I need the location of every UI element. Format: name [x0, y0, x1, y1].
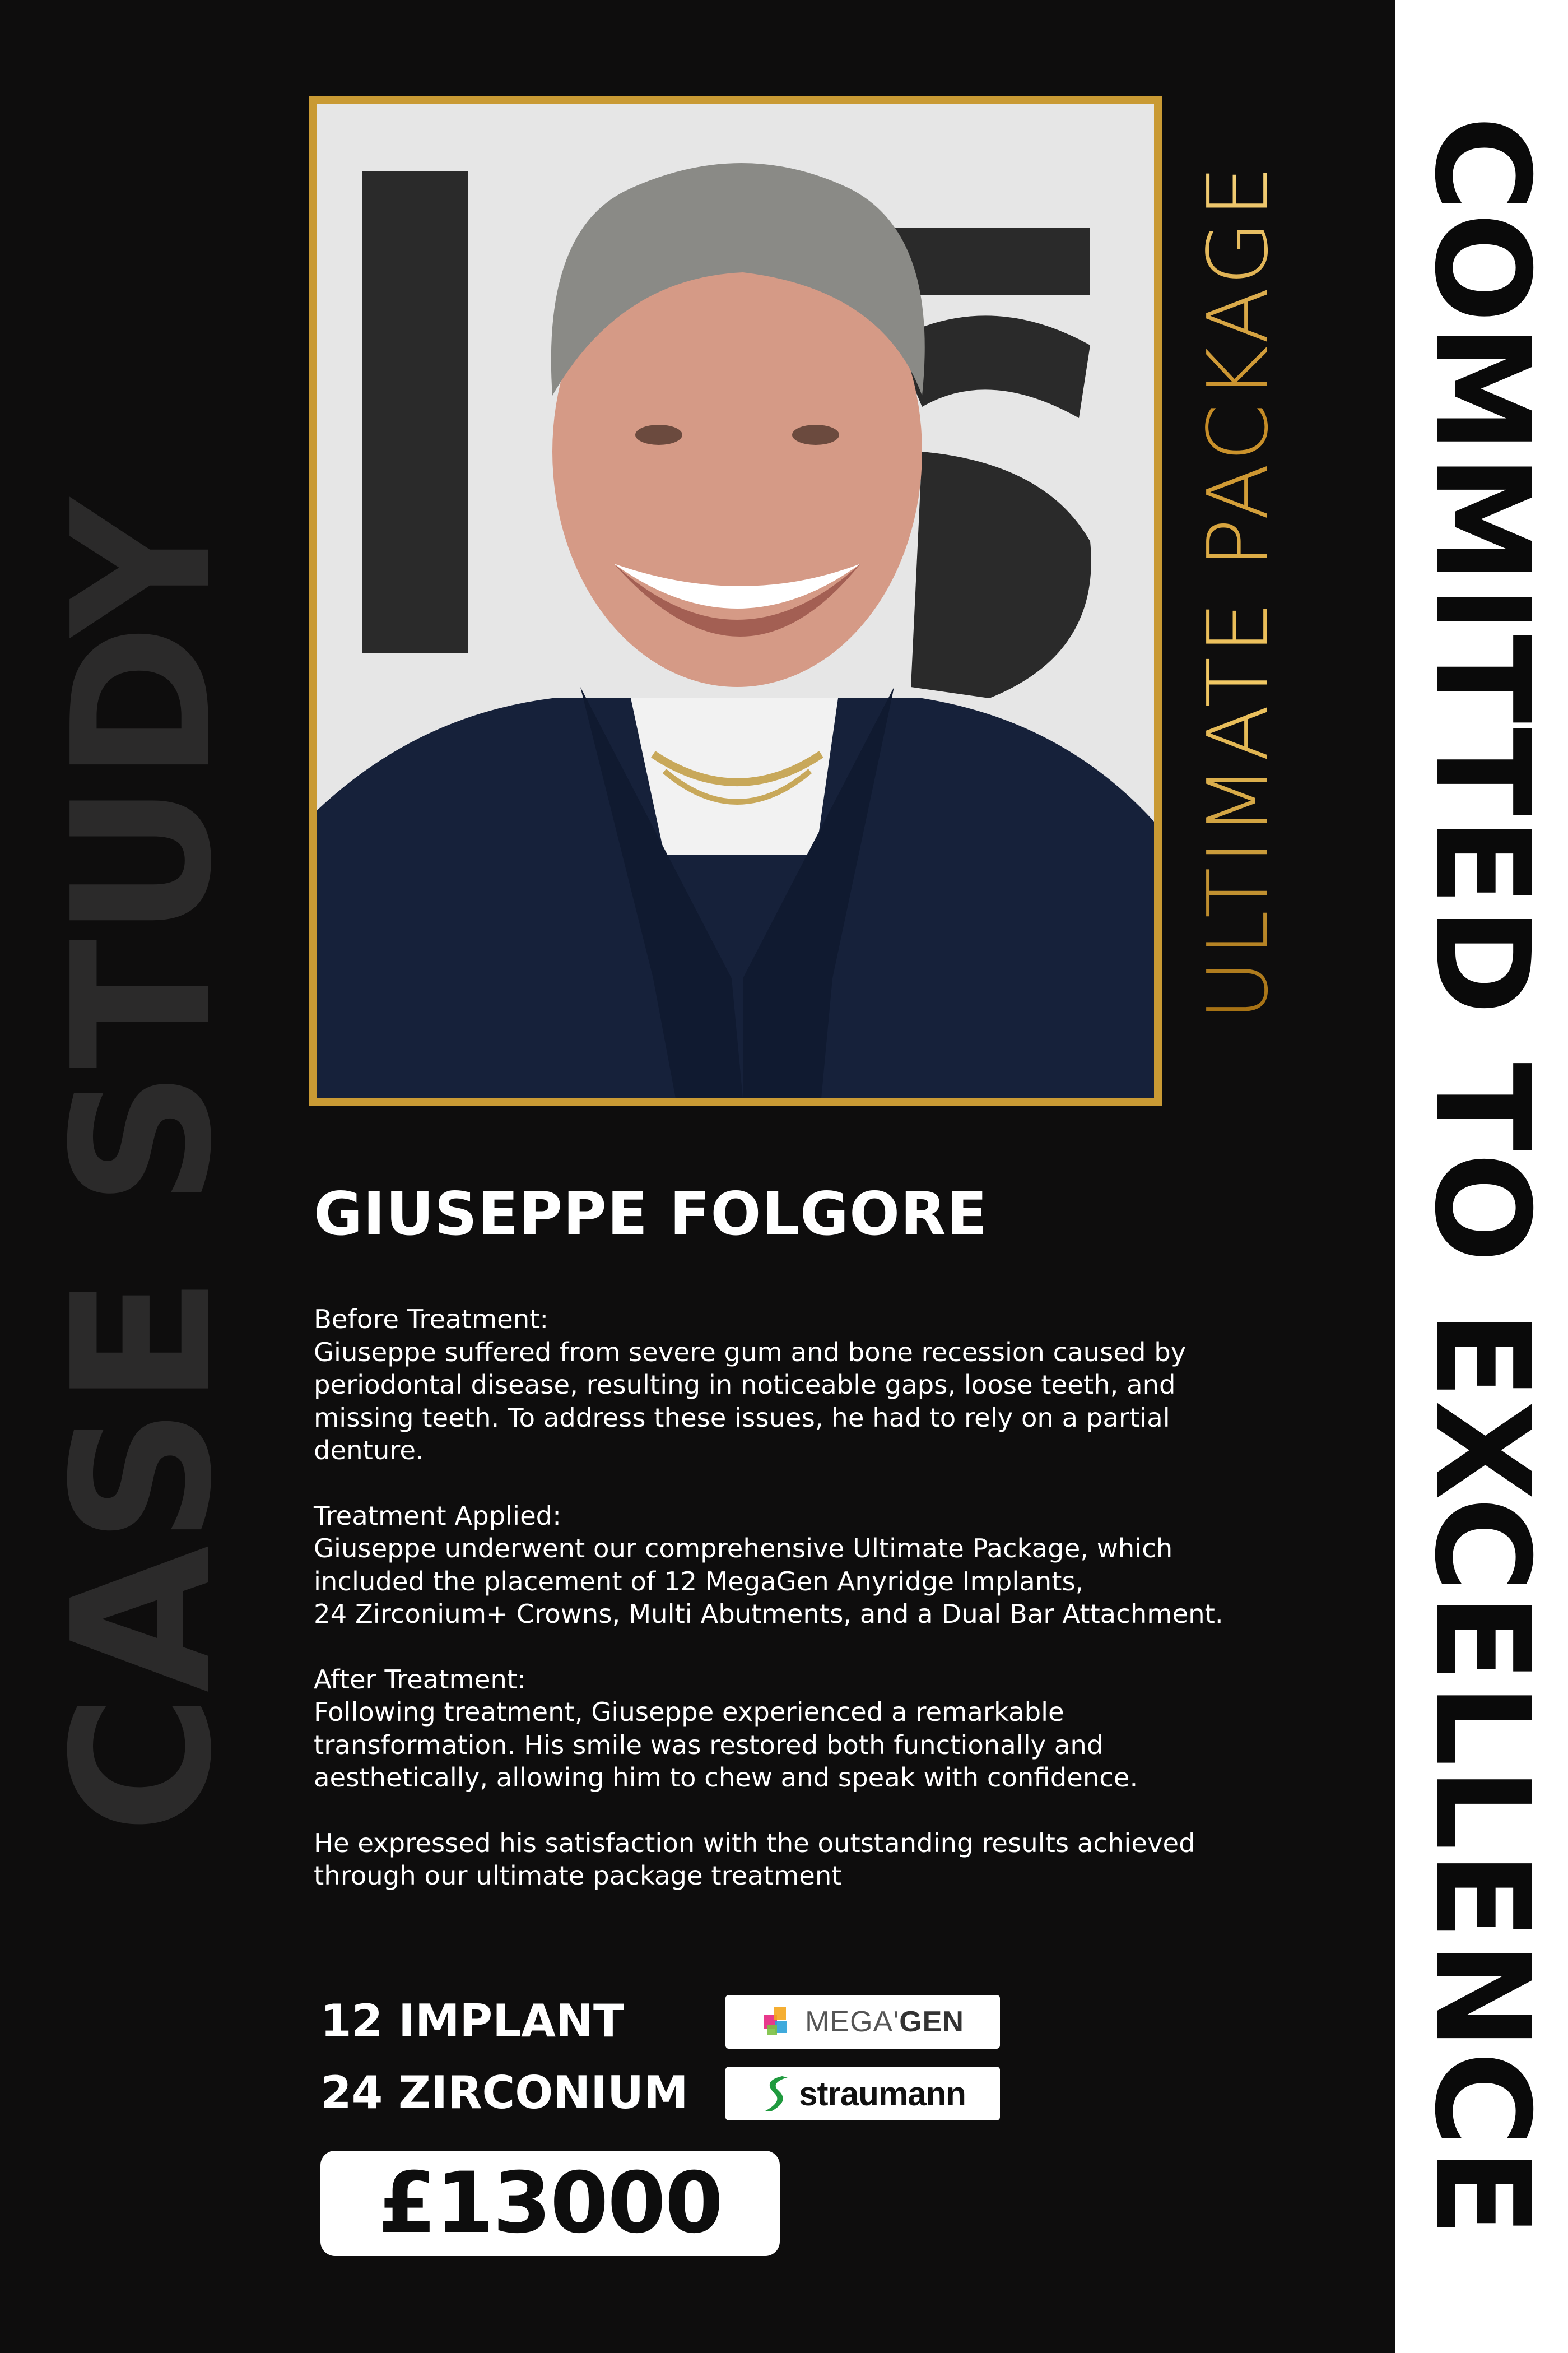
text-line: He expressed his satisfaction with the outstanding results achieved: [314, 1827, 1195, 1858]
case-study-watermark: CASE STUDY: [32, 497, 254, 1834]
text-line: aesthetically, allowing him to chew and speak with confidence.: [314, 1762, 1138, 1793]
after-treatment-section: [314, 1663, 1316, 1794]
price-value: £13000: [378, 2155, 723, 2252]
case-description: [314, 1303, 1316, 1925]
text-line: periodontal disease, resulting in noticeable gaps, loose teeth, and: [314, 1370, 1176, 1400]
treatment-applied-section: [314, 1500, 1316, 1631]
text-line: missing teeth. To address these issues, he had to rely on a partial: [314, 1402, 1170, 1433]
text-line: transformation. His smile was restored both functionally and: [314, 1729, 1104, 1760]
before-treatment-section: [314, 1303, 1316, 1467]
megagen-wordmark: MEGA'GEN: [805, 2006, 964, 2038]
patient-name: GIUSEPPE FOLGORE: [314, 1180, 988, 1249]
text-line: included the placement of 12 MegaGen Anyridge Implants,: [314, 1566, 1084, 1596]
zirconium-count: 24 ZIRCONIUM: [320, 2067, 688, 2119]
text-line: Before Treatment:: [314, 1304, 549, 1334]
text-line: Giuseppe underwent our comprehensive Ultimate Package, which: [314, 1533, 1173, 1563]
implant-count: 12 IMPLANT: [320, 1995, 624, 2047]
megagen-mark-icon: [761, 2004, 797, 2040]
satisfaction-section: [314, 1827, 1316, 1892]
vertical-headline: COMMITTED TO EXCELLENCE: [1406, 115, 1557, 2238]
megagen-logo: [725, 1995, 1000, 2049]
ultimate-package-label: ULTIMATE PACKAGE: [1190, 162, 1286, 1020]
patient-photo: [317, 104, 1154, 1098]
text-line: Giuseppe suffered from severe gum and bone recession caused by: [314, 1336, 1187, 1367]
text-line: Treatment Applied:: [314, 1500, 561, 1531]
straumann-logo: [725, 2067, 1000, 2120]
straumann-wordmark: straumann: [799, 2074, 966, 2113]
patient-photo-frame: [309, 96, 1162, 1106]
straumann-mark-icon: [760, 2074, 793, 2113]
text-line: 24 Zirconium+ Crowns, Multi Abutments, and a Dual Bar Attachment.: [314, 1599, 1223, 1629]
text-line: denture.: [314, 1435, 424, 1465]
text-line: After Treatment:: [314, 1664, 526, 1695]
price-badge: [320, 2151, 780, 2256]
text-line: Following treatment, Giuseppe experienced a remarkable: [314, 1697, 1064, 1727]
text-line: through our ultimate package treatment: [314, 1860, 842, 1891]
